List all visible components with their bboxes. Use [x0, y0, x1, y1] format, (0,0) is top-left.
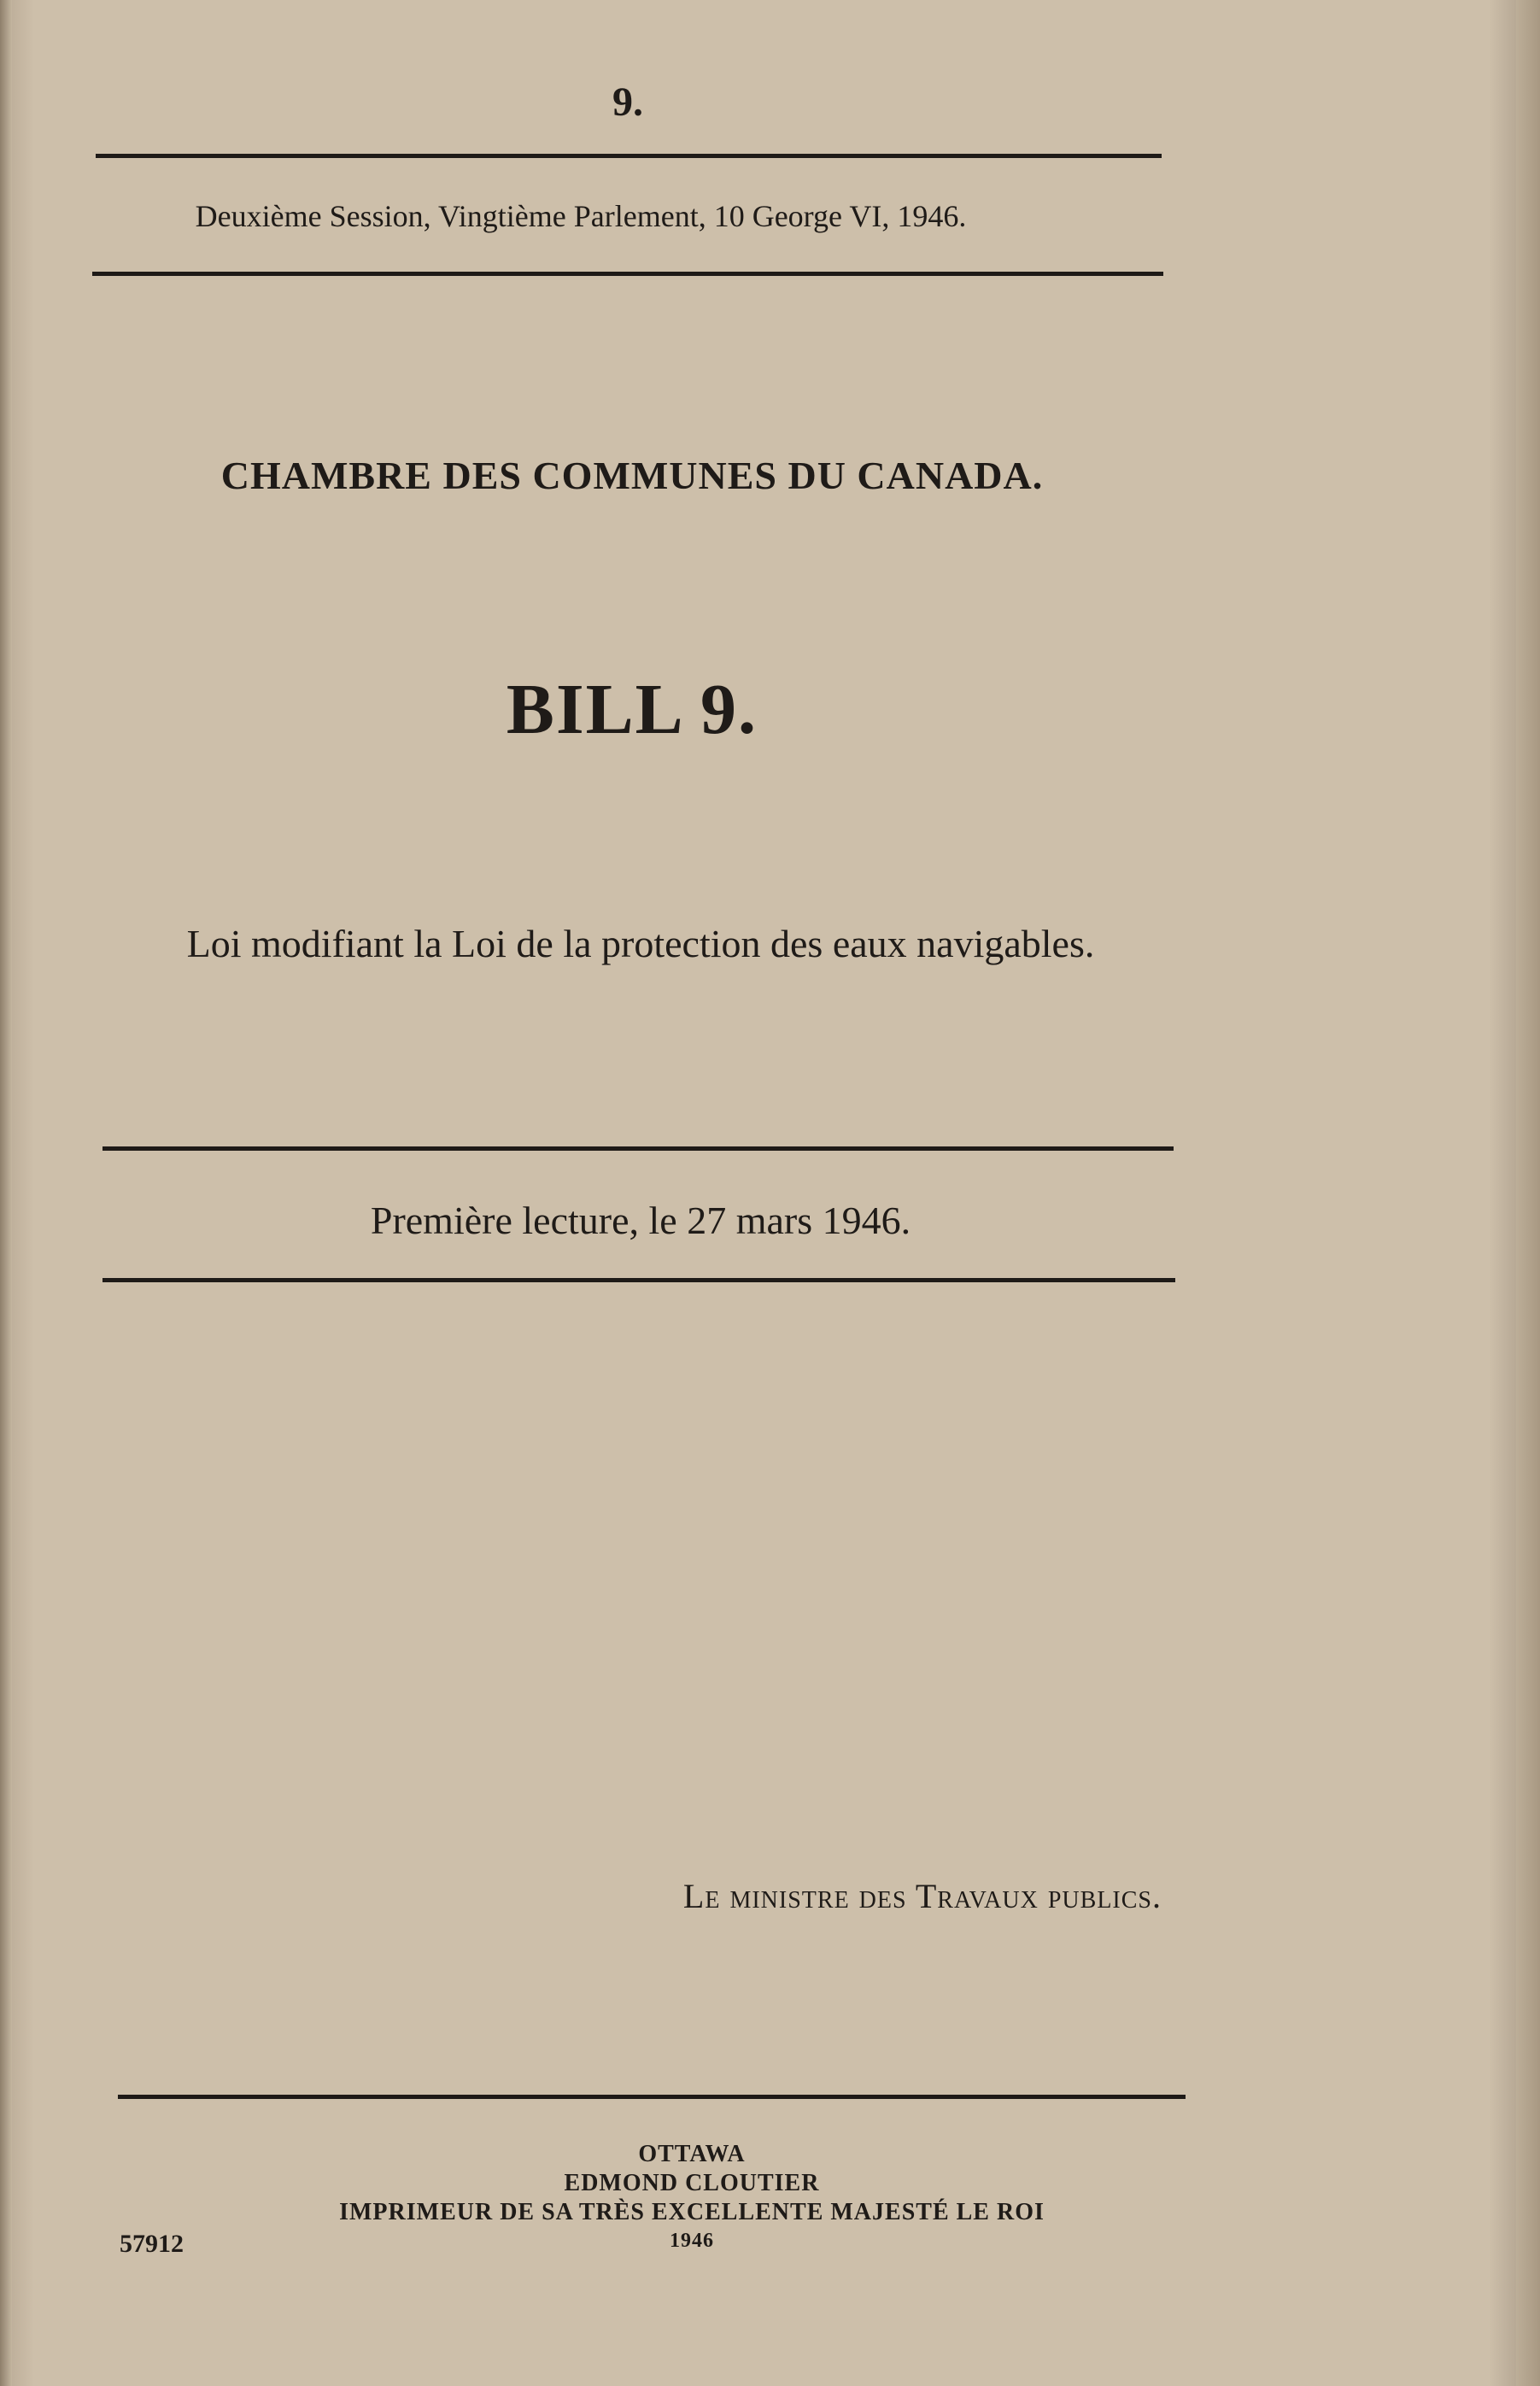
imprint-year: 1946	[670, 2230, 714, 2252]
chamber-title: CHAMBRE DES COMMUNES DU CANADA.	[220, 454, 1044, 497]
imprint-printer-title: IMPRIMEUR DE SA TRÈS EXCELLENTE MAJESTÉ LE ROI	[339, 2199, 1045, 2225]
reading-bottom-rule	[102, 1278, 1175, 1282]
first-reading-line: Première lecture, le 27 mars 1946.	[370, 1199, 911, 1242]
page-right-edge	[1516, 0, 1540, 2386]
bill-description: Loi modifiant la Loi de la protection des eaux navigables.	[186, 922, 1095, 965]
imprint-printer: EDMOND CLOUTIER	[564, 2170, 820, 2196]
imprint-city: OTTAWA	[638, 2141, 746, 2167]
page-number: 9.	[612, 79, 643, 125]
imprint-rule	[118, 2095, 1186, 2099]
bill-title: BILL 9.	[506, 670, 758, 749]
catalog-number: 57912	[120, 2230, 184, 2258]
page-left-edge	[0, 0, 12, 2386]
minister-signature: Le ministre des Travaux publics.	[682, 1877, 1162, 1915]
reading-top-rule	[102, 1146, 1174, 1151]
top-rule	[96, 154, 1162, 158]
session-line: Deuxième Session, Vingtième Parlement, 10 George VI, 1946.	[195, 199, 967, 233]
session-rule	[92, 272, 1163, 276]
